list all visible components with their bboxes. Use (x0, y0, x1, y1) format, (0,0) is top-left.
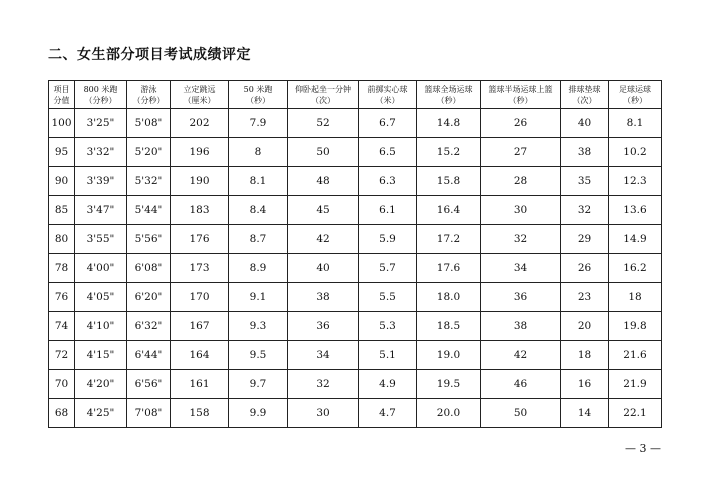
table-cell: 5'20" (127, 138, 171, 167)
header-volleyball: 排球垫球 （次） (561, 81, 609, 109)
table-cell: 5'08" (127, 109, 171, 138)
table-cell: 18.0 (417, 283, 481, 312)
table-row (49, 225, 662, 254)
table-cell: 18.5 (417, 312, 481, 341)
table-row (49, 109, 662, 138)
table-cell: 85 (49, 196, 75, 225)
table-cell: 4'15" (75, 341, 127, 370)
table-cell: 34 (481, 254, 561, 283)
header-sit-ups: 仰卧起坐一分钟 （次） (288, 81, 359, 109)
header-medicine-ball: 前掷实心球 （米） (359, 81, 417, 109)
table-cell: 38 (288, 283, 359, 312)
table-cell: 20.0 (417, 399, 481, 428)
table-cell: 42 (481, 341, 561, 370)
table-cell: 16.2 (609, 254, 662, 283)
header-800m: 800 米跑 （分秒） (75, 81, 127, 109)
table-cell: 50 (481, 399, 561, 428)
header-standing-long-jump: 立定跳远 （厘米） (171, 81, 229, 109)
table-cell: 52 (288, 109, 359, 138)
page-number: — 3 — (625, 442, 661, 455)
table-cell: 9.1 (229, 283, 288, 312)
table-cell: 80 (49, 225, 75, 254)
table-cell: 6'32" (127, 312, 171, 341)
header-50m: 50 米跑 （秒） (229, 81, 288, 109)
table-cell: 21.9 (609, 370, 662, 399)
table-cell: 8.1 (229, 167, 288, 196)
table-cell: 176 (171, 225, 229, 254)
table-cell: 20 (561, 312, 609, 341)
table-cell: 10.2 (609, 138, 662, 167)
table-cell: 3'55" (75, 225, 127, 254)
table-row (49, 399, 662, 428)
table-cell: 38 (481, 312, 561, 341)
header-row (49, 81, 662, 109)
table-cell: 5.1 (359, 341, 417, 370)
table-cell: 40 (561, 109, 609, 138)
page-heading: 二、女生部分项目考试成绩评定 (48, 47, 251, 63)
table-cell: 23 (561, 283, 609, 312)
table-row (49, 138, 662, 167)
table-cell: 5.9 (359, 225, 417, 254)
table-cell: 173 (171, 254, 229, 283)
table-row (49, 196, 662, 225)
table-cell: 4'20" (75, 370, 127, 399)
table-cell: 5.5 (359, 283, 417, 312)
table-cell: 68 (49, 399, 75, 428)
table-cell: 22.1 (609, 399, 662, 428)
table-cell: 42 (288, 225, 359, 254)
table-cell: 14.8 (417, 109, 481, 138)
table-cell: 3'32" (75, 138, 127, 167)
table-cell: 202 (171, 109, 229, 138)
table-cell: 158 (171, 399, 229, 428)
table-cell: 5'44" (127, 196, 171, 225)
table-cell: 15.8 (417, 167, 481, 196)
table-cell: 26 (481, 109, 561, 138)
table-cell: 8.1 (609, 109, 662, 138)
table-cell: 17.6 (417, 254, 481, 283)
table-cell: 8.4 (229, 196, 288, 225)
table-cell: 9.9 (229, 399, 288, 428)
table-cell: 28 (481, 167, 561, 196)
table-cell: 30 (288, 399, 359, 428)
table-cell: 170 (171, 283, 229, 312)
table-cell: 3'39" (75, 167, 127, 196)
table-cell: 36 (288, 312, 359, 341)
table-cell: 6.7 (359, 109, 417, 138)
table-cell: 7'08" (127, 399, 171, 428)
table-cell: 50 (288, 138, 359, 167)
table-cell: 4'00" (75, 254, 127, 283)
table-cell: 32 (481, 225, 561, 254)
table-cell: 19.5 (417, 370, 481, 399)
table-cell: 8.9 (229, 254, 288, 283)
table-cell: 6.1 (359, 196, 417, 225)
table-cell: 167 (171, 312, 229, 341)
table-cell: 6'08" (127, 254, 171, 283)
table-cell: 183 (171, 196, 229, 225)
table-cell: 164 (171, 341, 229, 370)
table-cell: 7.9 (229, 109, 288, 138)
table-cell: 3'25" (75, 109, 127, 138)
table-row (49, 283, 662, 312)
table-cell: 32 (561, 196, 609, 225)
table-cell: 30 (481, 196, 561, 225)
table-cell: 29 (561, 225, 609, 254)
table-cell: 8.7 (229, 225, 288, 254)
table-cell: 161 (171, 370, 229, 399)
table-cell: 38 (561, 138, 609, 167)
table-cell: 12.3 (609, 167, 662, 196)
table-cell: 196 (171, 138, 229, 167)
table-cell: 70 (49, 370, 75, 399)
header-swimming: 游泳 （分秒） (127, 81, 171, 109)
table-cell: 16.4 (417, 196, 481, 225)
score-table (48, 80, 662, 428)
table-cell: 36 (481, 283, 561, 312)
table-cell: 74 (49, 312, 75, 341)
table-cell: 3'47" (75, 196, 127, 225)
table-cell: 15.2 (417, 138, 481, 167)
table-cell: 6.3 (359, 167, 417, 196)
table-cell: 6'20" (127, 283, 171, 312)
table-cell: 4'05" (75, 283, 127, 312)
table-cell: 5.7 (359, 254, 417, 283)
table-cell: 34 (288, 341, 359, 370)
table-cell: 16 (561, 370, 609, 399)
table-cell: 190 (171, 167, 229, 196)
table-cell: 95 (49, 138, 75, 167)
table-cell: 78 (49, 254, 75, 283)
header-basketball-layup: 篮球半场运球上篮 （秒） (481, 81, 561, 109)
table-cell: 6.5 (359, 138, 417, 167)
header-basketball-full-court: 篮球全场运球 （秒） (417, 81, 481, 109)
table-cell: 5'56" (127, 225, 171, 254)
table-cell: 9.3 (229, 312, 288, 341)
table-cell: 40 (288, 254, 359, 283)
table-cell: 72 (49, 341, 75, 370)
table-cell: 35 (561, 167, 609, 196)
table-cell: 48 (288, 167, 359, 196)
table-cell: 17.2 (417, 225, 481, 254)
header-score: 项目 分值 (49, 81, 75, 109)
table-row (49, 370, 662, 399)
table-cell: 13.6 (609, 196, 662, 225)
table-cell: 18 (609, 283, 662, 312)
table-cell: 6'44" (127, 341, 171, 370)
table-cell: 18 (561, 341, 609, 370)
table-cell: 14 (561, 399, 609, 428)
table-cell: 45 (288, 196, 359, 225)
table-row (49, 254, 662, 283)
table-cell: 32 (288, 370, 359, 399)
table-row (49, 341, 662, 370)
table-cell: 4'10" (75, 312, 127, 341)
table-cell: 4.9 (359, 370, 417, 399)
table-cell: 5'32" (127, 167, 171, 196)
table-cell: 19.0 (417, 341, 481, 370)
table-cell: 6'56" (127, 370, 171, 399)
table-cell: 9.7 (229, 370, 288, 399)
table-cell: 76 (49, 283, 75, 312)
table-cell: 27 (481, 138, 561, 167)
table-cell: 100 (49, 109, 75, 138)
table-cell: 4'25" (75, 399, 127, 428)
table-cell: 90 (49, 167, 75, 196)
table-cell: 8 (229, 138, 288, 167)
table-row (49, 167, 662, 196)
table-cell: 19.8 (609, 312, 662, 341)
table-cell: 4.7 (359, 399, 417, 428)
table-cell: 26 (561, 254, 609, 283)
header-football: 足球运球 （秒） (609, 81, 662, 109)
table-row (49, 312, 662, 341)
table-cell: 5.3 (359, 312, 417, 341)
table-cell: 14.9 (609, 225, 662, 254)
table-cell: 21.6 (609, 341, 662, 370)
table-cell: 46 (481, 370, 561, 399)
table-cell: 9.5 (229, 341, 288, 370)
